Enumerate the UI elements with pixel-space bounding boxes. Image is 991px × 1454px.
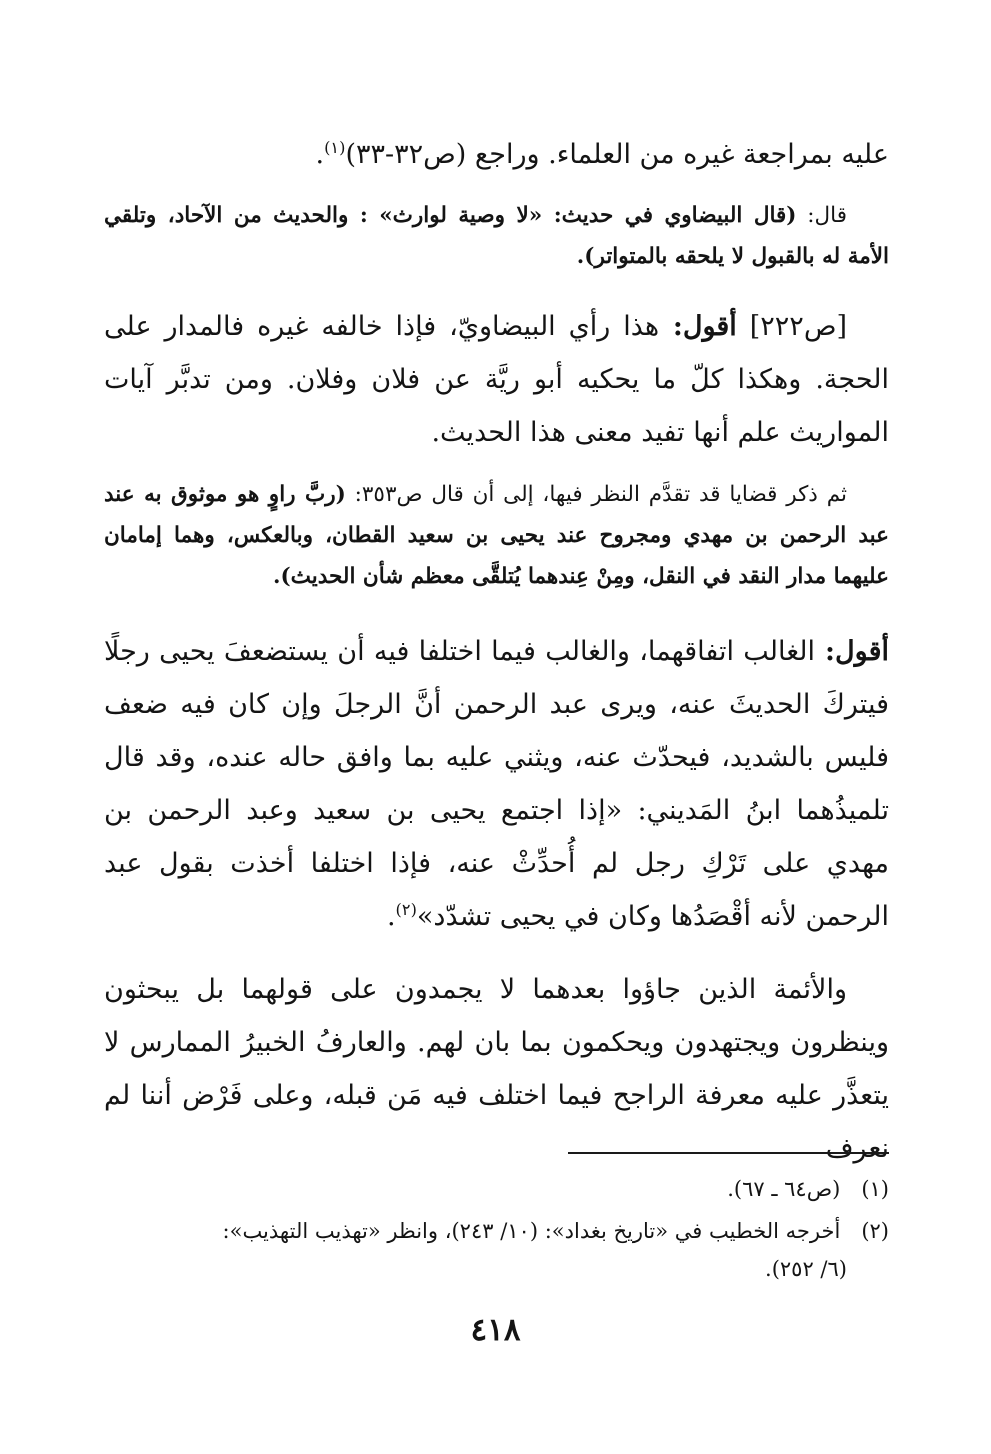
reply-2-label: أقول:	[814, 636, 889, 667]
footnote-2-number: (٢)	[861, 1219, 889, 1243]
quote-intro: قال:	[796, 203, 848, 228]
page-marker: [ص٢٢٢]	[736, 311, 847, 342]
quote-abu-rayya	[104, 474, 889, 597]
footnote-divider	[568, 1152, 889, 1154]
reply-2-end: .	[386, 901, 396, 932]
footnote-2-text: أخرجه الخطيب في «تاريخ بغداد»: (١٠/ ٢٤٣)، وانظر «تهذيب التهذيب»:	[222, 1219, 841, 1243]
paragraph-reply-1	[104, 300, 889, 459]
paragraph-1-end: .	[315, 139, 325, 170]
reply-2-text: الغالب اتفاقهما، والغالب فيما اختلفا فيه أن يستضعفَ يحيى رجلًا فيتركَ الحديثَ عنه، ويرى عبد الرحمن أنَّ الرجلَ وإن كان فيه ضعف فليس بالشديد، فيحدّث عنه، ويثني عليه بما وافق حاله عنده، وقد قال تلميذُهما ابنُ المَديني: «إذا اجتمع يحيى بن سعيد وعبد الرحمن بن مهدي على تَرْكِ رجل لم أُحدِّثْ عنه، فإذا اختلفا أخذت بقول عبد الرحمن لأنه أقْصَدُها وكان في يحيى تشدّد»	[104, 636, 889, 932]
footnote-1-text: (ص٦٤ ـ ٦٧).	[727, 1177, 841, 1201]
quote-abu-rayya-text: (ربَّ راوٍ هو موثوق به عند عبد الرحمن بن مهدي ومجروح عند يحيى بن سعيد القطان، وبالعكس، وهما إمامان عليهما مدار النقد في النقل، ومِنْ عِندهما يُتلقَّى معظم شأن الحديث).	[104, 482, 889, 589]
quote-baidawi	[104, 195, 889, 277]
paragraph-1	[104, 128, 889, 181]
footnote-1	[104, 1170, 889, 1208]
quote-2-intro: ثم ذكر قضايا قد تقدَّم النظر فيها، إلى أن قال ص٣٥٣:	[345, 482, 847, 507]
footnote-2-continuation: (٦/ ٢٥٢).	[765, 1257, 847, 1281]
paragraph-1-text: عليه بمراجعة غيره من العلماء. وراجع (ص٣٢-٣٣)	[345, 139, 889, 170]
paragraph-imams	[104, 963, 889, 1175]
reply-1-text: هذا رأي البيضاويّ، فإذا خالفه غيره فالمدار على الحجة. وهكذا كلّ ما يحكيه أبو ريَّة عن فلان وفلان. ومن تدبَّر آيات المواريث علم أنها تفيد معنى هذا الحديث.	[104, 311, 889, 448]
paragraph-imams-text: والأئمة الذين جاؤوا بعدهما لا يجمدون على قولهما بل يبحثون وينظرون ويجتهدون ويحكمون بما بان لهم. والعارفُ الخبيرُ الممارس لا يتعذَّر عليه معرفة الراجح فيما اختلف فيه مَن قبله، وعلى فَرْض أننا لم نعرف	[104, 974, 889, 1164]
quote-baidawi-text: (قال البيضاوي في حديث: «لا وصية لوارث» : والحديث من الآحاد، وتلقي الأمة له بالقبول لا يلحقه بالمتواتر).	[104, 203, 889, 269]
footnote-ref-2[interactable]: (٢)	[395, 900, 417, 919]
page-number: ٤١٨	[470, 1312, 521, 1348]
footnote-2	[104, 1212, 889, 1288]
footnote-1-number: (١)	[861, 1177, 889, 1201]
paragraph-reply-2	[104, 625, 889, 943]
footnote-ref-1[interactable]: (١)	[324, 138, 346, 157]
reply-label: أقول:	[659, 311, 737, 342]
